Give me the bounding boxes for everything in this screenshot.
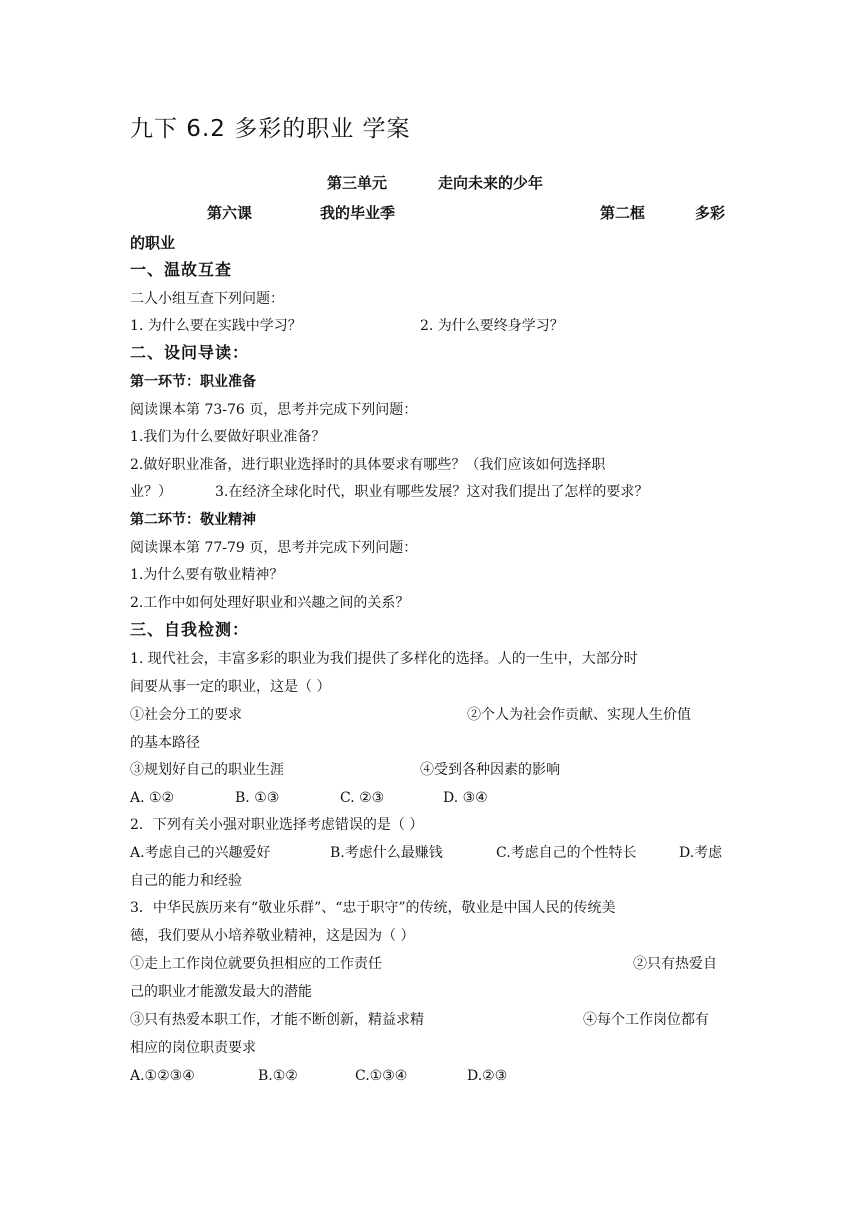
test-question-3-option-4: ④每个工作岗位都有 bbox=[583, 1012, 709, 1028]
part-1-question-2-cont: 业？） bbox=[130, 484, 172, 500]
test-question-2-choice-d: D.考虑 bbox=[679, 845, 723, 861]
test-question-1-stem-cont: 间要从事一定的职业，这是（ ） bbox=[130, 679, 331, 695]
part-1-question-1: 1.我们为什么要做好职业准备？ bbox=[130, 429, 326, 445]
test-question-3-option-1: ①走上工作岗位就要负担相应的工作责任 bbox=[130, 956, 382, 972]
part-1-question-3: 3.在经济全球化时代，职业有哪些发展？这对我们提出了怎样的要求？ bbox=[215, 484, 649, 500]
frame-name-part2: 的职业 bbox=[130, 234, 176, 252]
review-question-2: 2. 为什么要终身学习？ bbox=[420, 318, 564, 334]
test-question-3-stem-cont: 德，我们要从小培养敬业精神，这是因为（ ） bbox=[130, 928, 415, 944]
section-3-heading: 三、自我检测： bbox=[130, 620, 250, 639]
test-question-2-choice-a: A.考虑自己的兴趣爱好 bbox=[130, 845, 271, 861]
document-title: 九下 6.2 多彩的职业 学案 bbox=[130, 116, 411, 142]
test-question-2-choice-b: B.考虑什么最赚钱 bbox=[330, 845, 443, 861]
test-question-1-stem: 1. 现代社会，丰富多彩的职业为我们提供了多样化的选择。人的一生中，大部分时 bbox=[130, 651, 638, 667]
review-question-1: 1. 为什么要在实践中学习？ bbox=[130, 318, 302, 334]
test-question-3-choice-c: C.①③④ bbox=[355, 1068, 408, 1084]
frame-name-part1: 多彩 bbox=[695, 204, 726, 222]
part-2-question-2: 2.工作中如何处理好职业和兴趣之间的关系？ bbox=[130, 595, 410, 611]
section-1-intro: 二人小组互查下列问题： bbox=[130, 291, 284, 307]
lesson-label: 第六课 bbox=[207, 204, 253, 222]
unit-name: 走向未来的少年 bbox=[438, 174, 544, 192]
part-1-question-2: 2.做好职业准备，进行职业选择时的具体要求有哪些？（我们应该如何选择职 bbox=[130, 457, 606, 473]
part-2-reading: 阅读课本第 77-79 页，思考并完成下列问题： bbox=[130, 540, 418, 556]
unit-label: 第三单元 bbox=[327, 174, 388, 192]
test-question-3-choice-a: A.①②③④ bbox=[130, 1068, 195, 1084]
frame-label: 第二框 bbox=[600, 204, 646, 222]
test-question-3-option-3: ③只有热爱本职工作，才能不断创新，精益求精 bbox=[130, 1012, 424, 1028]
section-2-heading: 二、设问导读： bbox=[130, 343, 250, 362]
test-question-1-choice-c: C. ②③ bbox=[340, 790, 385, 806]
lesson-name: 我的毕业季 bbox=[320, 204, 396, 222]
test-question-1-choice-b: B. ①③ bbox=[235, 790, 280, 806]
test-question-1-choice-d: D. ③④ bbox=[443, 790, 488, 806]
test-question-2-choice-d-cont: 自己的能力和经验 bbox=[130, 873, 242, 889]
test-question-1-option-2: ②个人为社会作贡献、实现人生价值 bbox=[467, 707, 691, 723]
test-question-3-option-2: ②只有热爱自 bbox=[633, 956, 717, 972]
test-question-3-option-2-cont: 己的职业才能激发最大的潜能 bbox=[130, 984, 312, 1000]
test-question-2-choice-c: C.考虑自己的个性特长 bbox=[496, 845, 637, 861]
test-question-3-choice-b: B.①② bbox=[258, 1068, 298, 1084]
test-question-1-option-1: ①社会分工的要求 bbox=[130, 707, 242, 723]
test-question-2-stem: 2．下列有关小强对职业选择考虑错误的是（ ） bbox=[130, 817, 424, 833]
section-1-heading: 一、温故互查 bbox=[130, 260, 233, 279]
test-question-3-choice-d: D.②③ bbox=[467, 1068, 508, 1084]
part-1-reading: 阅读课本第 73-76 页，思考并完成下列问题： bbox=[130, 402, 418, 418]
part-2-title: 第二环节：敬业精神 bbox=[130, 512, 256, 528]
test-question-3-stem: 3．中华民族历来有“敬业乐群”、“忠于职守”的传统，敬业是中国人民的传统美 bbox=[130, 900, 616, 916]
test-question-3-option-4-cont: 相应的岗位职责要求 bbox=[130, 1040, 256, 1056]
test-question-1-choice-a: A. ①② bbox=[130, 790, 175, 806]
test-question-1-option-3: ③规划好自己的职业生涯 bbox=[130, 762, 284, 778]
test-question-1-option-4: ④受到各种因素的影响 bbox=[420, 762, 560, 778]
part-2-question-1: 1.为什么要有敬业精神？ bbox=[130, 567, 284, 583]
test-question-1-option-2-cont: 的基本路径 bbox=[130, 735, 200, 751]
part-1-title: 第一环节：职业准备 bbox=[130, 374, 256, 390]
